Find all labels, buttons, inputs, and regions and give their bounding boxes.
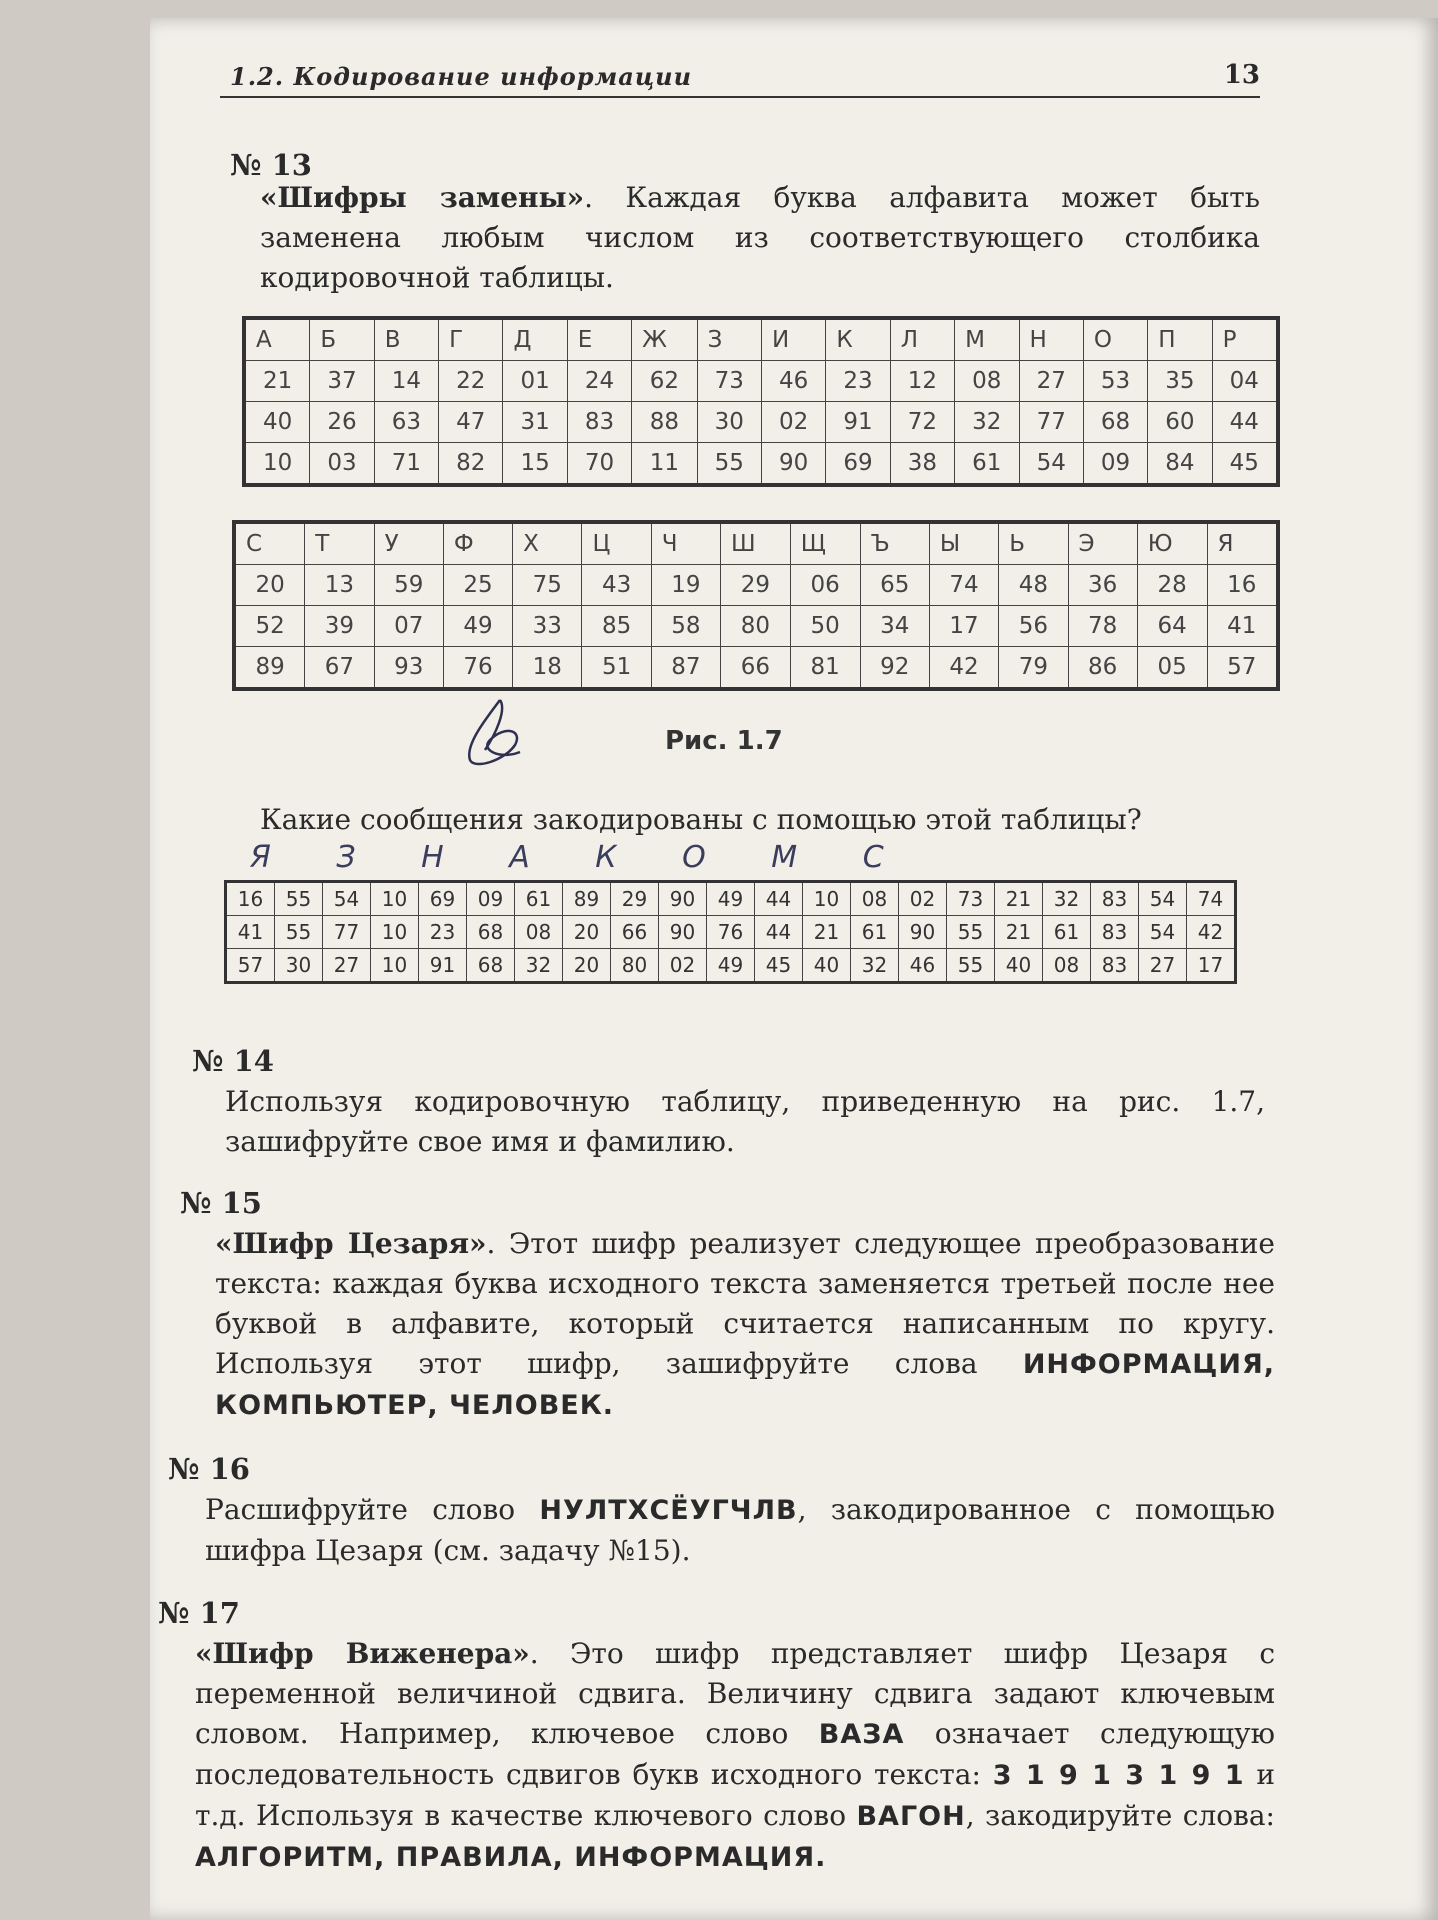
message-cell: 49: [707, 882, 755, 916]
code-cell: 92: [860, 647, 929, 690]
letter-cell: Ж: [632, 318, 697, 361]
task-13-term: «Шифры замены»: [260, 181, 585, 214]
code-cell: 20: [234, 565, 305, 606]
code-cell: 45: [1212, 443, 1278, 486]
message-cell: 45: [755, 949, 803, 983]
code-cell: 30: [697, 402, 761, 443]
letter-cell: Л: [890, 318, 954, 361]
message-cell: 69: [419, 882, 467, 916]
code-cell: 36: [1068, 565, 1137, 606]
code-cell: 31: [503, 402, 567, 443]
message-cell: 32: [851, 949, 899, 983]
code-cell: 44: [1212, 402, 1278, 443]
task-13-text: [260, 178, 1260, 298]
code-cell: 54: [1019, 443, 1083, 486]
code-cell: 47: [439, 402, 503, 443]
code-cell: 57: [1207, 647, 1278, 690]
code-row: [244, 402, 1278, 443]
code-row: [244, 361, 1278, 402]
code-cell: 89: [234, 647, 305, 690]
code-cell: 32: [955, 402, 1019, 443]
task-15-words: ИНФОРМАЦИЯ, КОМПЬЮТЕР, ЧЕЛОВЕК.: [215, 1349, 1275, 1421]
code-cell: 55: [697, 443, 761, 486]
code-row: [234, 647, 1278, 690]
handwritten-signature: [445, 690, 555, 770]
code-cell: 21: [244, 361, 310, 402]
message-cell: 46: [899, 949, 947, 983]
code-cell: 82: [439, 443, 503, 486]
running-head: [220, 56, 1260, 98]
code-cell: 49: [443, 606, 512, 647]
code-cell: 74: [929, 565, 998, 606]
message-cell: 55: [947, 949, 995, 983]
code-cell: 35: [1148, 361, 1212, 402]
message-cell: 90: [899, 916, 947, 949]
code-cell: 41: [1207, 606, 1278, 647]
code-cell: 93: [374, 647, 443, 690]
code-cell: 07: [374, 606, 443, 647]
code-cell: 79: [999, 647, 1068, 690]
task-13-number: № 13: [230, 148, 312, 182]
code-cell: 02: [761, 402, 825, 443]
message-cell: 21: [995, 916, 1043, 949]
letter-cell: В: [374, 318, 438, 361]
message-cell: 83: [1091, 916, 1139, 949]
message-cell: 90: [659, 882, 707, 916]
code-table-2: [232, 520, 1280, 691]
message-cell: 55: [275, 916, 323, 949]
task-13-question: Какие сообщения закодированы с помощью этой таблицы?: [260, 803, 1142, 836]
code-cell: 85: [582, 606, 651, 647]
letter-cell: Х: [513, 522, 582, 565]
code-cell: 48: [999, 565, 1068, 606]
code-cell: 23: [826, 361, 890, 402]
code-cell: 91: [826, 402, 890, 443]
message-cell: 77: [323, 916, 371, 949]
letter-cell: У: [374, 522, 443, 565]
message-cell: 30: [275, 949, 323, 983]
code-cell: 08: [955, 361, 1019, 402]
code-cell: 18: [513, 647, 582, 690]
code-cell: 71: [374, 443, 438, 486]
code-cell: 33: [513, 606, 582, 647]
message-cell: 08: [515, 916, 563, 949]
message-row: [226, 949, 1236, 983]
code-cell: 24: [567, 361, 631, 402]
code-cell: 42: [929, 647, 998, 690]
code-cell: 43: [582, 565, 651, 606]
letter-row: [234, 522, 1278, 565]
code-cell: 39: [305, 606, 374, 647]
code-cell: 40: [244, 402, 310, 443]
code-cell: 90: [761, 443, 825, 486]
message-cell: 61: [851, 916, 899, 949]
code-cell: 04: [1212, 361, 1278, 402]
message-cell: 90: [659, 916, 707, 949]
code-cell: 62: [632, 361, 697, 402]
task-17-body-1: . Это шифр представляет шифр Цезаря с переменной величиной сдвига. Величину сдвига задают ключевым словом. Например, ключевое слово: [195, 1637, 1276, 1750]
code-cell: 86: [1068, 647, 1137, 690]
message-cell: 55: [275, 882, 323, 916]
message-cell: 54: [1139, 916, 1187, 949]
letter-cell: Б: [310, 318, 374, 361]
code-cell: 34: [860, 606, 929, 647]
code-cell: 84: [1148, 443, 1212, 486]
code-cell: 11: [632, 443, 697, 486]
task-17-shifts: 3 1 9 1 3 1 9 1: [992, 1760, 1245, 1791]
code-cell: 78: [1068, 606, 1137, 647]
code-cell: 17: [929, 606, 998, 647]
letter-cell: Ь: [999, 522, 1068, 565]
message-cell: 61: [1043, 916, 1091, 949]
message-cell: 83: [1091, 949, 1139, 983]
message-cell: 08: [851, 882, 899, 916]
letter-cell: З: [697, 318, 761, 361]
message-cell: 73: [947, 882, 995, 916]
message-cell: 23: [419, 916, 467, 949]
code-cell: 27: [1019, 361, 1083, 402]
code-cell: 76: [443, 647, 512, 690]
code-cell: 19: [651, 565, 720, 606]
message-cell: 44: [755, 882, 803, 916]
task-15-number: № 15: [180, 1186, 262, 1220]
task-17-body-3: и т.д. Используя в качестве ключевого слово: [195, 1758, 1276, 1832]
code-cell: 67: [305, 647, 374, 690]
code-cell: 75: [513, 565, 582, 606]
task-17-key-example: ВАЗА: [818, 1719, 905, 1750]
code-cell: 64: [1137, 606, 1207, 647]
letter-cell: Ш: [721, 522, 791, 565]
message-cell: 66: [611, 916, 659, 949]
letter-cell: Ъ: [860, 522, 929, 565]
code-row: [234, 606, 1278, 647]
message-cell: 32: [1043, 882, 1091, 916]
code-cell: 14: [374, 361, 438, 402]
code-cell: 73: [697, 361, 761, 402]
letter-cell: П: [1148, 318, 1212, 361]
code-cell: 03: [310, 443, 374, 486]
code-cell: 22: [439, 361, 503, 402]
code-cell: 38: [890, 443, 954, 486]
letter-cell: Ц: [582, 522, 651, 565]
code-cell: 25: [443, 565, 512, 606]
code-cell: 88: [632, 402, 697, 443]
code-cell: 66: [721, 647, 791, 690]
message-table: [224, 880, 1237, 984]
message-cell: 61: [515, 882, 563, 916]
code-row: [234, 565, 1278, 606]
task-17-key: ВАГОН: [856, 1801, 966, 1832]
code-cell: 87: [651, 647, 720, 690]
code-cell: 05: [1137, 647, 1207, 690]
code-table-1: [242, 316, 1280, 487]
message-cell: 54: [1139, 882, 1187, 916]
message-cell: 57: [226, 949, 275, 983]
letter-cell: Ы: [929, 522, 998, 565]
code-row: [244, 443, 1278, 486]
message-cell: 10: [371, 949, 419, 983]
code-cell: 63: [374, 402, 438, 443]
code-cell: 58: [651, 606, 720, 647]
message-row: [226, 916, 1236, 949]
message-cell: 40: [803, 949, 851, 983]
message-cell: 91: [419, 949, 467, 983]
code-cell: 50: [790, 606, 860, 647]
code-cell: 01: [503, 361, 567, 402]
message-cell: 76: [707, 916, 755, 949]
letter-cell: Т: [305, 522, 374, 565]
letter-cell: Э: [1068, 522, 1137, 565]
task-16-text: [205, 1490, 1275, 1571]
message-cell: 20: [563, 916, 611, 949]
message-cell: 21: [995, 882, 1043, 916]
code-cell: 61: [955, 443, 1019, 486]
letter-cell: К: [826, 318, 890, 361]
letter-cell: А: [244, 318, 310, 361]
letter-cell: Ф: [443, 522, 512, 565]
message-cell: 10: [371, 916, 419, 949]
message-cell: 09: [467, 882, 515, 916]
letter-cell: Ч: [651, 522, 720, 565]
message-cell: 02: [659, 949, 707, 983]
message-cell: 40: [995, 949, 1043, 983]
code-cell: 29: [721, 565, 791, 606]
code-cell: 81: [790, 647, 860, 690]
book-page: [150, 18, 1438, 1920]
code-cell: 83: [567, 402, 631, 443]
code-cell: 80: [721, 606, 791, 647]
task-15-text: [215, 1224, 1275, 1426]
code-cell: 28: [1137, 565, 1207, 606]
task-16-word: НУЛТХСЁУГЧЛВ: [539, 1495, 798, 1526]
code-cell: 69: [826, 443, 890, 486]
message-cell: 42: [1187, 916, 1236, 949]
message-cell: 10: [803, 882, 851, 916]
task-15-term: «Шифр Цезаря»: [215, 1227, 487, 1260]
message-cell: 02: [899, 882, 947, 916]
message-cell: 08: [1043, 949, 1091, 983]
message-cell: 49: [707, 949, 755, 983]
task-14-text: Используя кодировочную таблицу, приведенную на рис. 1.7, зашифруйте свое имя и фамилию.: [225, 1085, 1265, 1158]
message-cell: 16: [226, 882, 275, 916]
code-cell: 51: [582, 647, 651, 690]
code-cell: 60: [1148, 402, 1212, 443]
task-13-body: . Каждая буква алфавита может быть заменена любым числом из соответствующего столбика кодировочной таблицы.: [260, 181, 1260, 294]
task-17-term: «Шифр Виженера»: [195, 1637, 530, 1670]
task-17-text: [195, 1634, 1275, 1878]
letter-cell: Г: [439, 318, 503, 361]
message-cell: 32: [515, 949, 563, 983]
message-cell: 80: [611, 949, 659, 983]
task-15-body: . Этот шифр реализует следующее преобразование текста: каждая буква исходного текста заменяется третьей после нее буквой в алфавите, который считается написанным по кругу. Используя этот шифр, зашифруйте слова: [215, 1227, 1275, 1380]
message-cell: 54: [323, 882, 371, 916]
task-17-body-2: означает следующую последовательность сдвигов букв исходного текста:: [195, 1717, 1275, 1791]
code-cell: 37: [310, 361, 374, 402]
section-title: 1.2. Кодирование информации: [230, 62, 693, 91]
code-cell: 52: [234, 606, 305, 647]
letter-cell: Р: [1212, 318, 1278, 361]
task-16-after: , закодированное с помощью шифра Цезаря (см. задачу №15).: [205, 1493, 1275, 1567]
message-cell: 68: [467, 916, 515, 949]
code-cell: 46: [761, 361, 825, 402]
message-cell: 29: [611, 882, 659, 916]
code-cell: 06: [790, 565, 860, 606]
message-cell: 83: [1091, 882, 1139, 916]
letter-cell: И: [761, 318, 825, 361]
message-cell: 74: [1187, 882, 1236, 916]
code-cell: 56: [999, 606, 1068, 647]
task-17-number: № 17: [158, 1596, 240, 1630]
code-cell: 09: [1083, 443, 1147, 486]
figure-caption: Рис. 1.7: [665, 726, 783, 756]
letter-cell: Щ: [790, 522, 860, 565]
task-14-number: № 14: [192, 1044, 274, 1078]
message-cell: 20: [563, 949, 611, 983]
code-cell: 13: [305, 565, 374, 606]
message-row: [226, 882, 1236, 916]
code-cell: 65: [860, 565, 929, 606]
code-cell: 68: [1083, 402, 1147, 443]
page-number: 13: [1223, 60, 1260, 90]
task-17-words: АЛГОРИТМ, ПРАВИЛА, ИНФОРМАЦИЯ.: [195, 1842, 827, 1873]
code-cell: 16: [1207, 565, 1278, 606]
message-cell: 17: [1187, 949, 1236, 983]
task-16-number: № 16: [168, 1452, 250, 1486]
message-cell: 55: [947, 916, 995, 949]
message-cell: 68: [467, 949, 515, 983]
message-cell: 21: [803, 916, 851, 949]
letter-cell: М: [955, 318, 1019, 361]
code-cell: 72: [890, 402, 954, 443]
message-cell: 27: [323, 949, 371, 983]
task-17-body-4: , закодируйте слова:: [965, 1799, 1275, 1832]
handwritten-answer: Я З Н А К О М С: [250, 840, 912, 875]
letter-cell: Н: [1019, 318, 1083, 361]
message-cell: 10: [371, 882, 419, 916]
code-cell: 10: [244, 443, 310, 486]
code-cell: 59: [374, 565, 443, 606]
code-cell: 77: [1019, 402, 1083, 443]
code-cell: 12: [890, 361, 954, 402]
message-cell: 27: [1139, 949, 1187, 983]
letter-cell: Е: [567, 318, 631, 361]
letter-cell: С: [234, 522, 305, 565]
letter-cell: Ю: [1137, 522, 1207, 565]
letter-cell: Д: [503, 318, 567, 361]
letter-cell: Я: [1207, 522, 1278, 565]
code-cell: 26: [310, 402, 374, 443]
code-cell: 70: [567, 443, 631, 486]
message-cell: 44: [755, 916, 803, 949]
message-cell: 41: [226, 916, 275, 949]
code-cell: 15: [503, 443, 567, 486]
letter-cell: О: [1083, 318, 1147, 361]
task-16-before: Расшифруйте слово: [205, 1493, 540, 1526]
letter-row: [244, 318, 1278, 361]
code-cell: 53: [1083, 361, 1147, 402]
message-cell: 89: [563, 882, 611, 916]
